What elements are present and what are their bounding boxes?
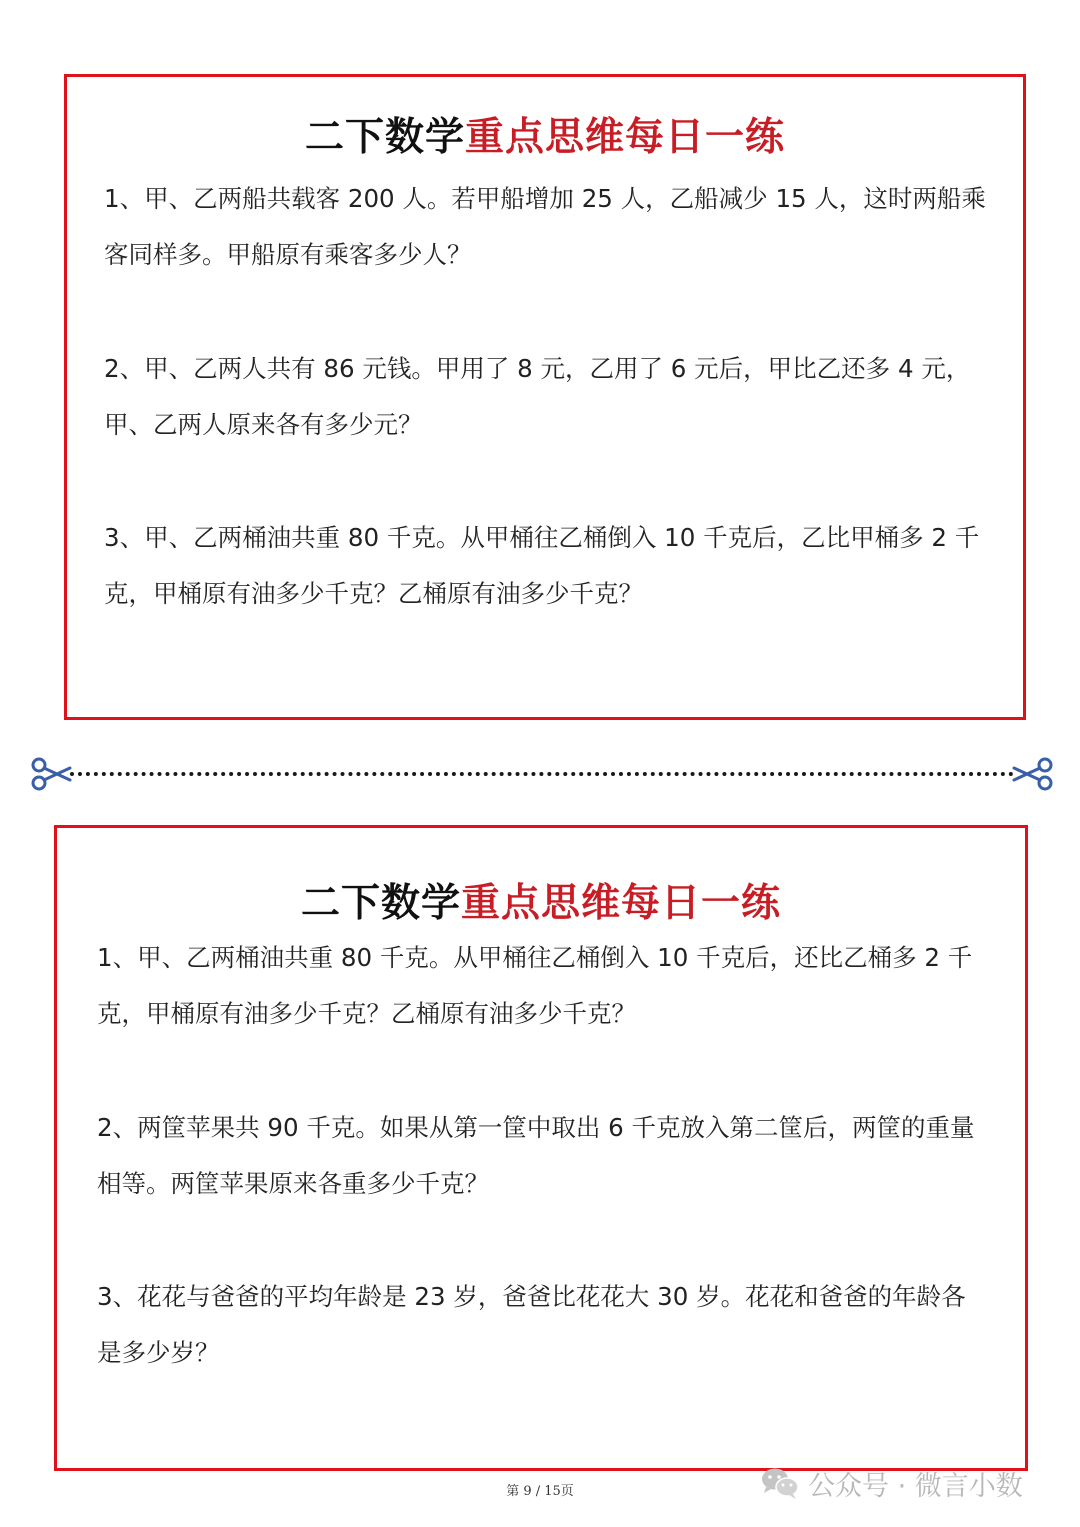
question-line: 1、甲、乙两船共载客 200 人。若甲船增加 25 人，乙船减少 15 人，这时两船乘 xyxy=(104,184,986,213)
question-2 xyxy=(97,1100,997,1212)
question-line: 是多少岁？ xyxy=(97,1338,220,1367)
question-line: 3、甲、乙两桶油共重 80 千克。从甲桶往乙桶倒入 10 千克后，乙比甲桶多 2 千 xyxy=(104,523,980,552)
question-2 xyxy=(104,341,999,453)
question-line: 克，甲桶原有油多少千克？乙桶原有油多少千克？ xyxy=(104,579,643,608)
cut-line-divider xyxy=(30,752,1054,796)
page-number: 第 9 / 15页 xyxy=(506,1484,574,1499)
question-1 xyxy=(104,171,999,283)
card-title xyxy=(57,872,1025,928)
watermark xyxy=(760,1463,1023,1503)
title-red-part: 重点思维每日一练 xyxy=(465,114,786,160)
question-line: 1、甲、乙两桶油共重 80 千克。从甲桶往乙桶倒入 10 千克后，还比乙桶多 2 千 xyxy=(97,943,973,972)
question-3 xyxy=(97,1269,997,1381)
question-1 xyxy=(97,930,997,1042)
question-line: 相等。两筐苹果原来各重多少千克？ xyxy=(97,1169,489,1198)
title-black-part: 二下数学 xyxy=(300,880,461,926)
dotted-line xyxy=(70,772,1014,776)
worksheet-card-2 xyxy=(54,825,1028,1471)
wechat-icon xyxy=(760,1466,800,1500)
scissors-icon xyxy=(30,756,72,792)
question-3 xyxy=(104,510,999,622)
scissors-icon xyxy=(1012,756,1054,792)
watermark-text: 公众号 · 微言小数 xyxy=(808,1470,1023,1502)
worksheet-card-1 xyxy=(64,74,1026,720)
title-black-part: 二下数学 xyxy=(304,114,465,160)
question-line: 2、甲、乙两人共有 86 元钱。甲用了 8 元，乙用了 6 元后，甲比乙还多 4 元， xyxy=(104,354,971,383)
question-line: 3、花花与爸爸的平均年龄是 23 岁，爸爸比花花大 30 岁。花花和爸爸的年龄各 xyxy=(97,1282,966,1311)
question-line: 克，甲桶原有油多少千克？乙桶原有油多少千克？ xyxy=(97,999,636,1028)
card-title xyxy=(67,106,1023,162)
question-line: 客同样多。甲船原有乘客多少人？ xyxy=(104,240,472,269)
question-line: 2、两筐苹果共 90 千克。如果从第一筐中取出 6 千克放入第二筐后，两筐的重量 xyxy=(97,1113,975,1142)
title-red-part: 重点思维每日一练 xyxy=(461,880,782,926)
question-line: 甲、乙两人原来各有多少元？ xyxy=(104,410,423,439)
